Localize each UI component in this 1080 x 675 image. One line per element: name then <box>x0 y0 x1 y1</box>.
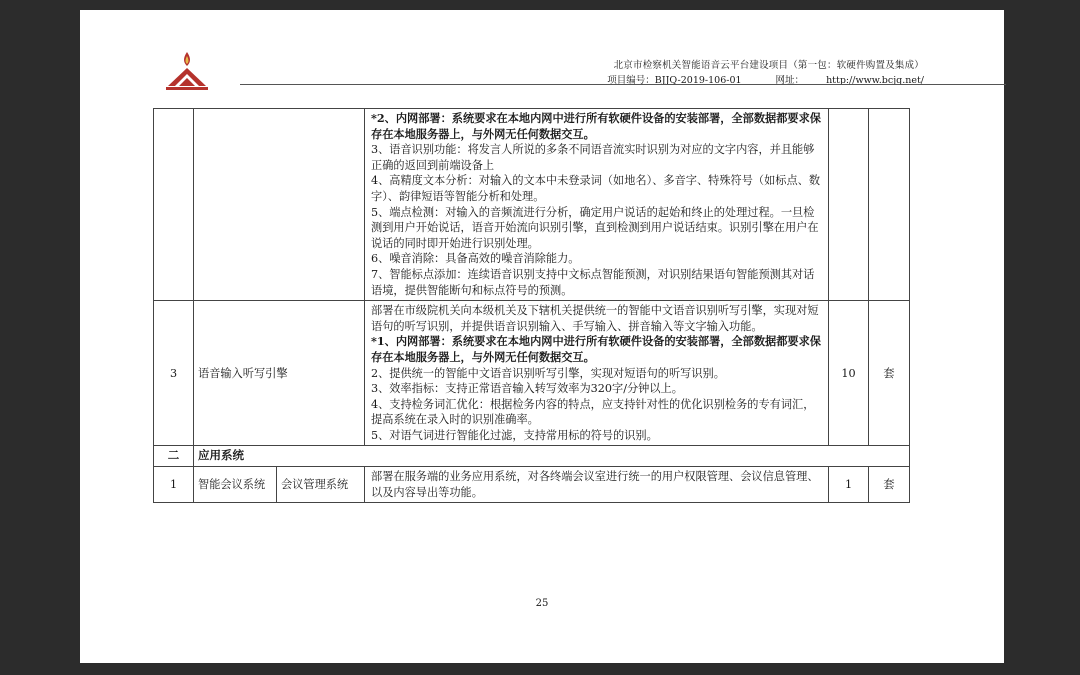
desc-line-4: 4、支持检务词汇优化：根据检务内容的特点，应支持针对性的优化识别检务的专有词汇，提高系统在录入时的识别准确率。 <box>371 397 815 427</box>
desc-line-4: 6、噪音消除：具备高效的噪音消除能力。 <box>371 252 580 266</box>
desc-line-2: 4、高精度文本分析：对输入的文本中未登录词（如地名）、多音字、特殊符号（如标点、数字）、韵律短语等智能分析和处理。 <box>371 174 821 203</box>
cell-no: 1 <box>154 467 194 503</box>
header-url: http://www.bcjq.net/ <box>826 75 924 86</box>
desc-line-0: *2、内网部署：系统要求在本地内网中进行所有软硬件设备的安装部署，全部数据都要求保存在本地服务器上，与外网无任何数据交互。 <box>371 111 821 141</box>
project-no-label: 项目编号： <box>607 75 655 86</box>
cell-system: 智能会议系统 <box>194 467 277 503</box>
cell-description <box>365 109 829 301</box>
table-row <box>154 301 910 446</box>
project-no: BJJQ-2019-106-01 <box>654 75 742 86</box>
cell-name <box>194 109 365 301</box>
desc-line-5: 5、对语气词进行智能化过滤，支持常用标的符号的识别。 <box>371 428 658 442</box>
desc-line-3: 5、端点检测：对输入的音频流进行分析，确定用户说话的起始和终止的处理过程。一旦检测到用户开始说话，语音开始流向识别引擎，直到检测到用户说话结束。识别引擎在用户在说话的同时即开始进行识别处理。 <box>371 205 819 250</box>
desc-line-1: 3、语音识别功能：将发言人所说的多条不同语音流实时识别为对应的文字内容，并且能够正确的返回到前端设备上 <box>371 143 815 172</box>
cell-no: 3 <box>154 301 194 446</box>
desc-line-5: 7、智能标点添加：连续语音识别支持中文标点智能预测，对识别结果语句智能预测其对话语境，提供智能断句和标点符号的预测。 <box>371 267 815 297</box>
cell-unit <box>869 109 910 301</box>
desc-line <box>371 334 822 365</box>
desc-line-2: 2、提供统一的智能中文语音识别听写引擎，实现对短语句的听写识别。 <box>371 366 725 380</box>
cell-description <box>365 301 829 446</box>
desc-line-0: 部署在市级院机关向本级机关及下辖机关提供统一的智能中文语音识别听写引擎，实现对短语句的听写识别，并提供语音识别输入、手写输入、拼音输入等文字输入功能。 <box>371 304 819 333</box>
cell-unit: 套 <box>869 467 910 503</box>
header-rule <box>240 84 1006 85</box>
requirements-table <box>153 108 910 503</box>
cell-qty: 1 <box>829 467 869 503</box>
desc-line <box>371 111 822 142</box>
cell-unit: 套 <box>869 301 910 446</box>
url-label: 网址： <box>775 75 805 86</box>
cell-qty <box>829 109 869 301</box>
table-row <box>154 467 910 503</box>
section-row <box>154 446 910 467</box>
cell-description: 部署在服务端的业务应用系统，对各终端会议室进行统一的用户权限管理、会议信息管理、以及内容导出等功能。 <box>365 467 829 503</box>
desc-line-1: *1、内网部署：系统要求在本地内网中进行所有软硬件设备的安装部署，全部数据都要求保存在本地服务器上，与外网无任何数据交互。 <box>371 334 821 364</box>
cell-subsystem: 会议管理系统 <box>277 467 365 503</box>
procuratorate-logo <box>164 50 210 92</box>
header-title: 北京市检察机关智能语音云平台建设项目（第一包：软硬件购置及集成） <box>613 60 924 71</box>
section-no: 二 <box>154 446 194 467</box>
page-number: 25 <box>535 598 549 609</box>
cell-qty: 10 <box>829 301 869 446</box>
desc-line-3: 3、效率指标：支持正常语音输入转写效率为320字/分钟以上。 <box>371 382 683 396</box>
cell-no <box>154 109 194 301</box>
document-page <box>80 10 1004 663</box>
section-title: 应用系统 <box>194 446 910 467</box>
cell-name: 语音输入听写引擎 <box>194 301 365 446</box>
table-row <box>154 109 910 301</box>
